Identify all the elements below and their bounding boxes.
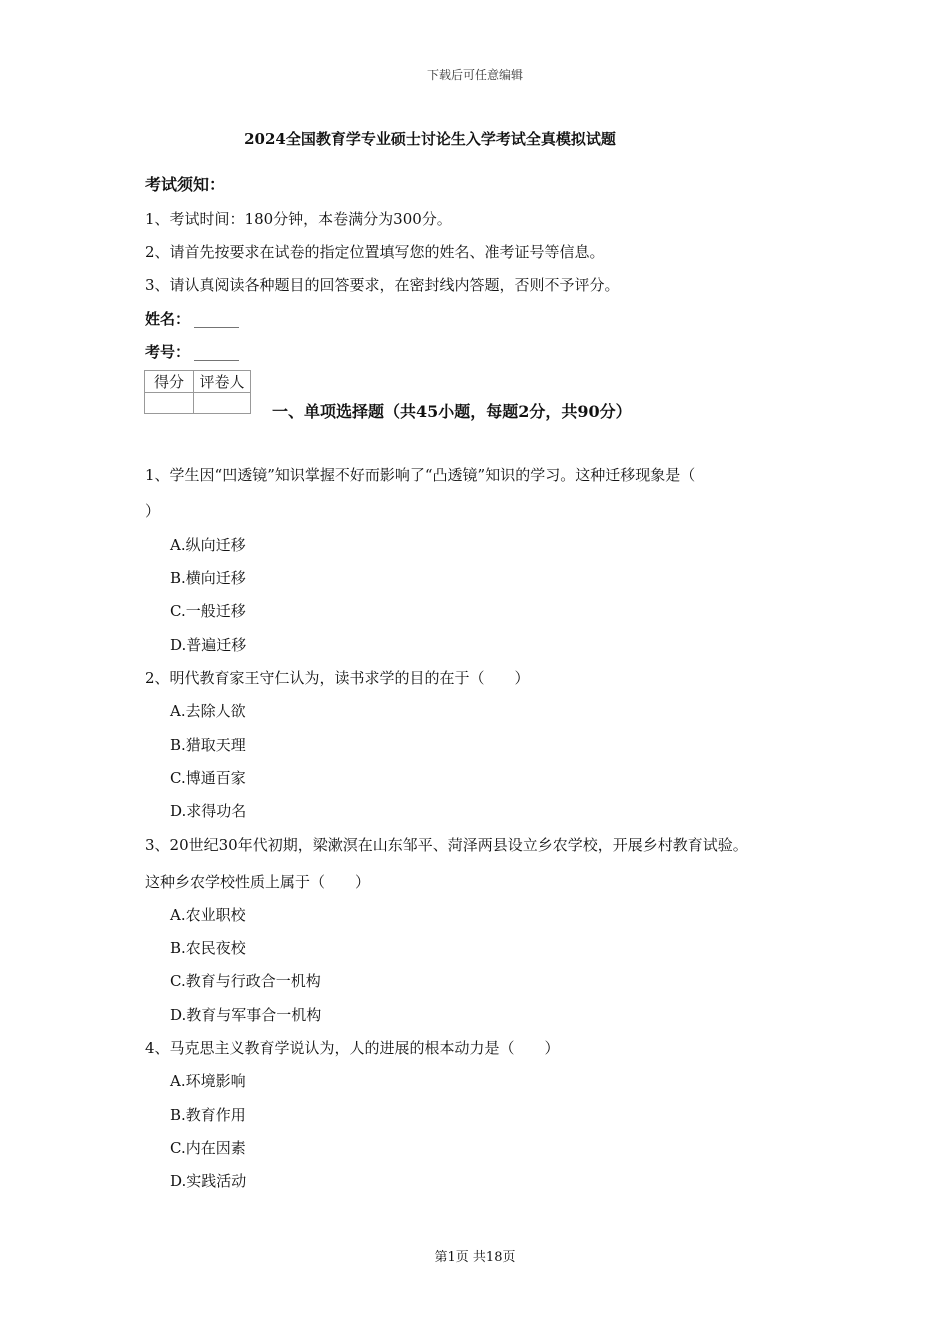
question-3-option-c: C.教育与行政合一机构	[170, 972, 321, 990]
question-2-option-b: B.猎取天理	[170, 736, 246, 754]
score-cell	[145, 393, 194, 414]
name-blank: ______	[194, 310, 240, 328]
grader-cell	[194, 393, 251, 414]
question-4-option-c: C.内在因素	[170, 1139, 246, 1157]
question-1-option-b: B.横向迁移	[170, 569, 246, 587]
question-4-option-d: D.实践活动	[170, 1172, 247, 1190]
grader-header: 评卷人	[194, 371, 251, 393]
exam-id-label: 考号：	[145, 343, 191, 361]
question-1-option-c: C.一般迁移	[170, 602, 246, 620]
section-title: 一、单项选择题（共45小题，每题2分，共90分）	[272, 402, 632, 421]
question-3-option-d: D.教育与军事合一机构	[170, 1006, 322, 1024]
question-2-option-a: A.去除人欲	[170, 702, 246, 720]
question-3-stem: 3、20世纪30年代初期，梁漱溟在山东邹平、菏泽两县设立乡农学校，开展乡村教育试验。	[145, 836, 748, 854]
name-field	[145, 308, 239, 329]
question-3-option-a: A.农业职校	[170, 906, 246, 924]
name-label: 姓名：	[145, 310, 191, 328]
score-header: 得分	[145, 371, 194, 393]
question-4-option-b: B.教育作用	[170, 1106, 246, 1124]
question-3-stem-cont: 这种乡农学校性质上属于（ ）	[145, 873, 371, 891]
question-1-option-a: A.纵向迁移	[170, 536, 246, 554]
question-1-stem-cont: ）	[145, 502, 161, 520]
notice-item: 3、请认真阅读各种题目的回答要求，在密封线内答题，否则不予评分。	[145, 276, 620, 294]
page-footer: 第1页 共18页	[434, 1250, 516, 1265]
question-1-stem: 1、学生因“凹透镜”知识掌握不好而影响了“凸透镜”知识的学习。这种迁移现象是（	[145, 466, 696, 484]
exam-id-blank: ______	[194, 343, 240, 361]
question-4-stem: 4、马克思主义教育学说认为，人的进展的根本动力是（ ）	[145, 1039, 560, 1057]
exam-id-field	[145, 341, 239, 362]
score-table	[144, 370, 251, 414]
question-1-option-d: D.普遍迁移	[170, 636, 247, 654]
header-note: 下载后可任意编辑	[426, 68, 523, 82]
notice-item: 1、考试时间：180分钟，本卷满分为300分。	[145, 210, 452, 228]
question-2-option-d: D.求得功名	[170, 802, 247, 820]
document-title: 2024全国教育学专业硕士讨论生入学考试全真模拟试题	[244, 130, 616, 148]
question-4-option-a: A.环境影响	[170, 1072, 246, 1090]
notice-heading: 考试须知：	[145, 175, 226, 194]
question-2-option-c: C.博通百家	[170, 769, 246, 787]
question-3-option-b: B.农民夜校	[170, 939, 246, 957]
question-2-stem: 2、明代教育家王守仁认为，读书求学的目的在于（ ）	[145, 669, 530, 687]
notice-item: 2、请首先按要求在试卷的指定位置填写您的姓名、准考证号等信息。	[145, 243, 605, 261]
